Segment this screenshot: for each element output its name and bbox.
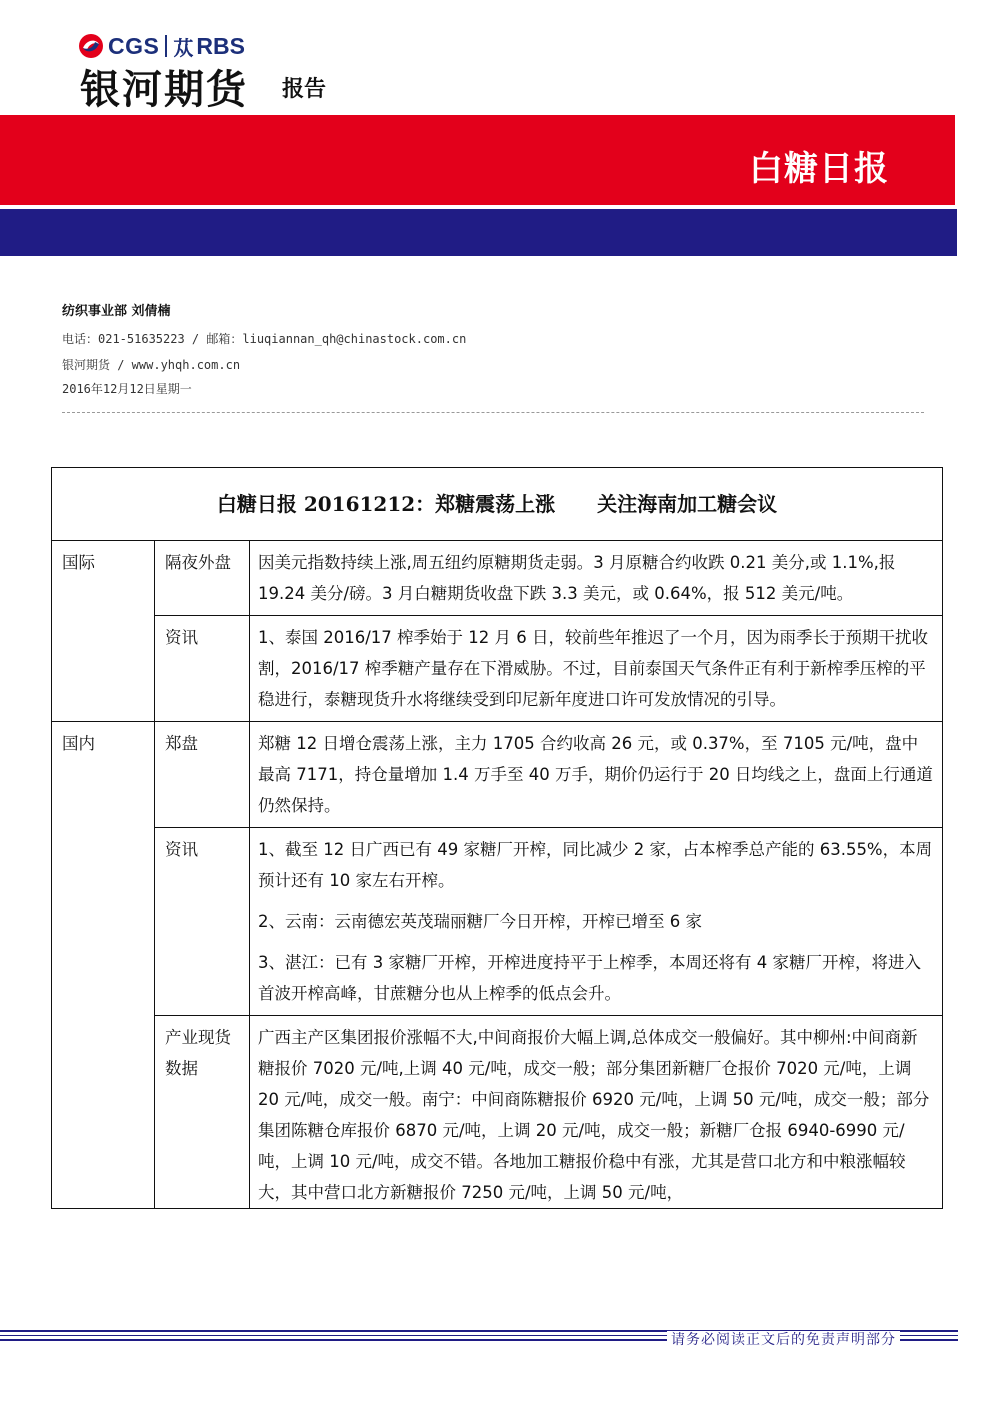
region-domestic: 国内: [52, 722, 155, 1209]
company-logo: [78, 30, 245, 62]
cgs-logo-text: CGS: [108, 32, 160, 59]
news-item: 1、截至 12 日广西已有 49 家糖厂开榨，同比减少 2 家，占本榨季总产能的 63.55%，本周预计还有 10 家左右开榨。: [258, 840, 933, 890]
spot-data-content: [250, 1016, 943, 1209]
table-row: [52, 541, 943, 616]
cgs-swirl-icon: [78, 33, 104, 59]
dashed-divider: [62, 412, 924, 413]
title-banner: [0, 115, 955, 205]
table-title-sub: 关注海南加工糖会议: [597, 492, 778, 516]
overnight-content: 因美元指数持续上涨,周五纽约原糖期货走弱。3 月原糖合约收跌 0.21 美分,或 1.1%,报 19.24 美分/磅。3 月白糖期货收盘下跌 3.3 美元，或 0.64%，报 512 美元/吨。: [250, 541, 943, 616]
domestic-news-content: [250, 828, 943, 1016]
spot-data-text: 广西主产区集团报价涨幅不大,中间商报价大幅上调,总体成交一般偏好。其中柳州:中间商新糖报价 7020 元/吨,上调 40 元/吨，成交一般；部分集团新糖厂仓报价 7020 元/吨，上调 20 元/吨，成交一般。南宁：中间商陈糖报价 6920 元/吨，上调 50 元/吨，成交一般；部分集团陈糖仓库报价 6870 元/吨，上调 20 元/吨，成交一般；新糖厂仓报 6940-6990 元/吨，上调 10 元/吨，成交不错。各地加工糖报价稳中有涨，尤其是营口北方和中粮涨幅较大，其中营口北方新糖报价 7250 元/吨，上调 50 元/吨，: [258, 1028, 930, 1202]
table-row: [52, 616, 943, 722]
intl-news-content: 1、泰国 2016/17 榨季始于 12 月 6 日，较前些年推迟了一个月，因为雨季长于预期干扰收割，2016/17 榨季糖产量存在下滑威胁。不过，目前泰国天气条件正有利于新榨季压榨的平稳进行，泰糖现货升水将继续受到印尼新年度进口许可发放情况的引导。: [250, 616, 943, 722]
news-item: 2、云南：云南德宏英茂瑞丽糖厂今日开榨，开榨已增至 6 家: [258, 912, 702, 931]
brand-suffix: 报告: [282, 77, 327, 102]
category-overnight: 隔夜外盘: [155, 541, 250, 616]
news-item: 3、湛江：已有 3 家糖厂开榨，开榨进度持平于上榨季，本周还将有 4 家糖厂开榨，将进入首波开榨高峰，甘蔗糖分也从上榨季的低点会升。: [258, 953, 921, 1003]
author-line: 纺织事业部 刘倩楠: [62, 304, 171, 319]
category-spot-data: 产业现货数据: [155, 1016, 250, 1209]
region-international: 国际: [52, 541, 155, 722]
disclaimer-note: 请务必阅读正文后的免责声明部分: [667, 1331, 900, 1349]
contact-line: 电话：021-51635223 / 邮箱：liuqiannan_qh@chinastock.com.cn: [62, 332, 467, 346]
report-table: [51, 467, 943, 1209]
table-row: [52, 828, 943, 1016]
navy-banner: [0, 209, 957, 256]
table-row: [52, 1016, 943, 1209]
category-domestic-news: 资讯: [155, 828, 250, 1016]
brand-name: 银河期货: [80, 67, 248, 113]
category-intl-news: 资讯: [155, 616, 250, 722]
website-line: 银河期货 / www.yhqh.com.cn: [62, 358, 241, 372]
rbs-logo-text: RBS: [196, 32, 245, 59]
table-title: [52, 468, 943, 541]
rbs-mark-icon: 苁: [173, 35, 194, 60]
logo-separator: [165, 35, 167, 57]
zhengpan-content: 郑糖 12 日增仓震荡上涨，主力 1705 合约收高 26 元，或 0.37%，至 7105 元/吨，盘中最高 7171，持仓量增加 1.4 万手至 40 万手，期价仍运行于 20 日均线之上，盘面上行通道仍然保持。: [250, 722, 943, 828]
report-title: 白糖日报: [749, 149, 889, 189]
table-title-row: [52, 468, 943, 541]
date-line: 2016年12月12日星期一: [62, 382, 192, 396]
category-zhengpan: 郑盘: [155, 722, 250, 828]
table-title-main: 白糖日报 20161212：郑糖震荡上涨: [216, 492, 556, 516]
table-row: [52, 722, 943, 828]
